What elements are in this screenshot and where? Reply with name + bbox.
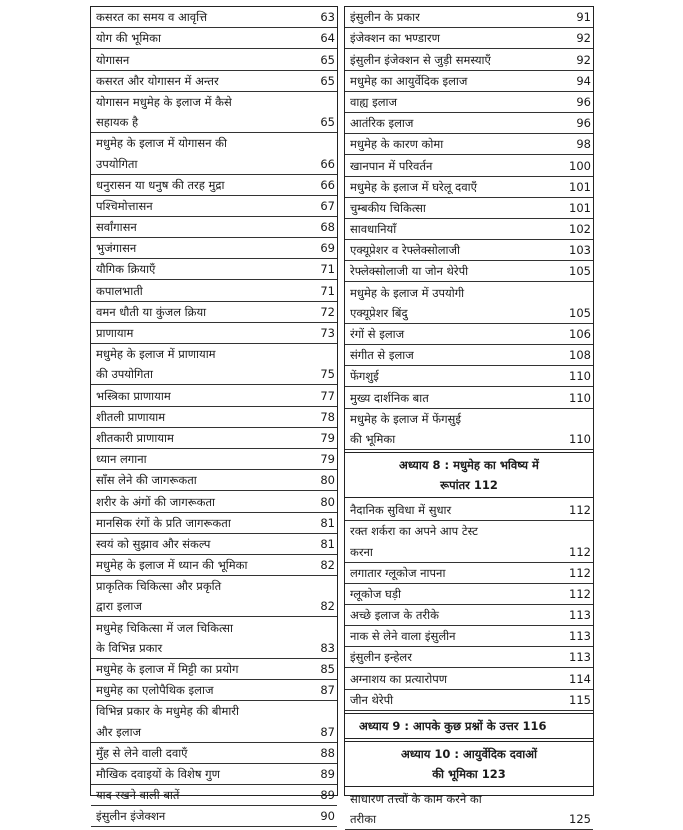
toc-entry: [345, 155, 593, 176]
toc-entry-title: चुम्बकीय चिकित्सा: [350, 200, 426, 215]
toc-entry-title: फेंगशुई: [350, 369, 379, 384]
toc-entry-title: और इलाज: [96, 724, 142, 739]
toc-page-number: 105: [569, 305, 591, 320]
toc-column-right: [344, 6, 594, 827]
toc-entry-title: की उपयोगिता: [96, 367, 153, 382]
toc-page-number: 115: [569, 692, 591, 707]
toc-entry-title: विभिन्न प्रकार के मधुमेह की बीमारी: [96, 704, 239, 719]
toc-entry: [91, 470, 337, 491]
toc-entry-line: [345, 282, 593, 302]
toc-entry: [345, 240, 593, 261]
toc-entry: [345, 28, 593, 49]
chapter-heading-line: रूपांतर 112: [440, 477, 498, 492]
toc-entry-line: [91, 238, 337, 259]
toc-entry: [91, 785, 337, 806]
toc-entry: [345, 409, 593, 450]
toc-entry: [345, 134, 593, 155]
toc-entry-title: नैदानिक सुविधा में सुधार: [350, 503, 452, 518]
toc-entry-title: एक्यूप्रेशर व रेफ्लेक्सोलाजी: [350, 243, 460, 258]
toc-page-number: 65: [320, 115, 335, 130]
toc-page-number: 112: [569, 544, 591, 559]
toc-entry-title: साँस लेने की जागरूकता: [96, 473, 197, 488]
toc-entry: [345, 345, 593, 366]
toc-entry: [345, 387, 593, 408]
toc-entry: [345, 626, 593, 647]
toc-page-number: 66: [320, 156, 335, 171]
toc-page-number: 87: [320, 683, 335, 698]
toc-page-number: 108: [569, 348, 591, 363]
toc-entry-line: [91, 428, 337, 449]
toc-page-number: 66: [320, 177, 335, 192]
toc-entry-title: याद रखने वाली बातें: [96, 788, 180, 803]
toc-entry-line: [91, 470, 337, 491]
toc-entry-line: [91, 49, 337, 70]
toc-page-number: 92: [576, 31, 591, 46]
toc-entry-line: [91, 153, 337, 174]
toc-page-number: 71: [320, 262, 335, 277]
toc-page-number: 85: [320, 662, 335, 676]
toc-page-number: 77: [320, 388, 335, 403]
toc-entry: [345, 198, 593, 219]
toc-entry-title: मधुमेह का एलोपैथिक इलाज: [96, 683, 214, 698]
toc-entry: [91, 92, 337, 133]
toc-entry: [345, 563, 593, 584]
toc-entry-title: मधुमेह चिकित्सा में जल चिकित्सा: [96, 620, 234, 635]
toc-entry: [345, 261, 593, 282]
toc-page-number: 67: [320, 198, 335, 213]
toc-entry-line: [345, 28, 593, 49]
toc-page-number: 75: [320, 367, 335, 382]
toc-entry: [91, 196, 337, 217]
toc-entry-line: [91, 721, 337, 742]
toc-entry: [345, 113, 593, 134]
toc-entry-line: [91, 513, 337, 534]
toc-entry-title: प्राकृतिक चिकित्सा और प्रकृति: [96, 579, 222, 594]
toc-entry-line: [345, 71, 593, 92]
toc-page-number: 73: [320, 326, 335, 340]
toc-entry-title: के विभिन्न प्रकार: [96, 640, 163, 655]
toc-entry: [91, 28, 337, 49]
toc-entry: [91, 175, 337, 196]
toc-page-number: 96: [576, 94, 591, 109]
toc-entry: [91, 217, 337, 238]
toc-entry: [91, 659, 337, 680]
toc-entry-line: [91, 344, 337, 364]
toc-page-number: 101: [569, 200, 591, 215]
toc-entry: [345, 668, 593, 689]
toc-entry-title: तरीका: [350, 812, 377, 827]
toc-page-number: 69: [320, 241, 335, 256]
toc-entry: [91, 385, 337, 406]
toc-entry-line: [91, 491, 337, 512]
toc-entry: [345, 177, 593, 198]
toc-entry-title: योगासन मधुमेह के इलाज में कैसे: [96, 94, 232, 109]
toc-page-number: 113: [569, 650, 591, 665]
toc-entry-title: धनुरासन या धनुष की तरह मुद्रा: [96, 177, 225, 192]
toc-entry-line: [345, 366, 593, 387]
toc-page-number: 96: [576, 116, 591, 131]
toc-entry-line: [91, 680, 337, 701]
toc-entry-line: [345, 521, 593, 541]
toc-entry-line: [91, 701, 337, 721]
toc-entry: [345, 7, 593, 28]
toc-page-number: 87: [320, 724, 335, 739]
toc-entry: [91, 344, 337, 385]
toc-page-number: 72: [320, 304, 335, 319]
toc-entry: [91, 701, 337, 742]
toc-entry-line: [345, 240, 593, 261]
toc-page-number: 82: [320, 599, 335, 614]
toc-entry: [91, 7, 337, 28]
toc-entry-title: इंसुलीन इंजेक्शन: [96, 809, 166, 824]
toc-entry-title: मुँह से लेने वाली दवाएँ: [96, 745, 188, 760]
toc-entry-title: मधुमेह के इलाज में ध्यान की भूमिका: [96, 558, 248, 573]
toc-entry-title: वाह्य इलाज: [350, 94, 398, 109]
toc-page-number: 110: [569, 369, 591, 384]
toc-entry-line: [91, 323, 337, 344]
toc-entry-title: एक्यूप्रेशर बिंदु: [350, 305, 408, 320]
toc-page-number: 103: [569, 243, 591, 258]
toc-entry-line: [91, 743, 337, 764]
toc-entry: [345, 500, 593, 521]
toc-entry-title: उपयोगिता: [96, 156, 138, 171]
toc-entry-line: [345, 584, 593, 605]
toc-page-number: 102: [569, 222, 591, 237]
toc-entry: [91, 238, 337, 259]
toc-page-number: 100: [569, 158, 591, 173]
toc-entry: [91, 49, 337, 70]
toc-entry: [345, 71, 593, 92]
toc-entry-line: [345, 541, 593, 562]
toc-entry-line: [345, 7, 593, 28]
chapter-heading-line: की भूमिका 123: [432, 766, 506, 781]
toc-page-number: 88: [320, 745, 335, 760]
chapter-heading-line: अध्याय 9 : आपके कुछ प्रश्नों के उत्तर 116: [359, 718, 547, 733]
toc-entry-line: [345, 500, 593, 521]
toc-entry-line: [91, 196, 337, 217]
toc-entry: [91, 555, 337, 576]
toc-column-left: [90, 6, 338, 824]
toc-entry-title: मधुमेह के इलाज में उपयोगी: [350, 285, 465, 300]
toc-entry-title: मौखिक दवाइयों के विशेष गुण: [96, 766, 220, 781]
toc-entry-line: [91, 112, 337, 133]
toc-entry-title: मधुमेह के इलाज में मिट्टी का प्रयोग: [96, 662, 239, 676]
toc-page-number: 78: [320, 409, 335, 424]
toc-entry-title: मानसिक रंगों के प्रति जागरूकता: [96, 515, 231, 530]
toc-entry-title: योगासन: [96, 52, 130, 67]
toc-entry-line: [91, 407, 337, 428]
toc-page-number: 112: [569, 565, 591, 580]
toc-page-number: 112: [569, 586, 591, 601]
toc-page-number: 98: [576, 137, 591, 152]
toc-page-number: 79: [320, 430, 335, 445]
toc-entry-line: [91, 638, 337, 659]
toc-entry-title: मधुमेह के इलाज में घरेलू दवाएँ: [350, 179, 478, 194]
toc-page-number: 110: [569, 431, 591, 446]
toc-entry-line: [345, 92, 593, 113]
toc-entry-line: [345, 155, 593, 176]
toc-entry: [91, 302, 337, 323]
toc-entry-title: द्वारा इलाज: [96, 599, 142, 614]
toc-entry-title: सावधानियाँ: [350, 222, 397, 237]
toc-entry-title: नाक से लेने वाला इंसुलीन: [350, 629, 456, 644]
toc-entry: [91, 280, 337, 301]
toc-entry-line: [91, 385, 337, 406]
toc-page-number: 94: [576, 73, 591, 88]
toc-entry-title: मधुमेह के कारण कोमा: [350, 137, 444, 152]
toc-page-number: 92: [576, 52, 591, 67]
toc-entry-title: इंसुलीन के प्रकार: [350, 10, 420, 25]
toc-entry-title: अग्नाशय का प्रत्यारोपण: [350, 671, 448, 686]
toc-page-number: 64: [320, 31, 335, 46]
toc-entry-line: [345, 303, 593, 324]
toc-entry-line: [91, 764, 337, 785]
toc-entry-line: [345, 387, 593, 408]
toc-page-number: 114: [569, 671, 591, 686]
toc-entry-line: [91, 576, 337, 596]
toc-entry-line: [91, 133, 337, 153]
toc-entry-line: [345, 563, 593, 584]
toc-entry-line: [91, 806, 337, 827]
toc-entry-line: [91, 555, 337, 576]
toc-entry-line: [91, 71, 337, 92]
toc-entry: [91, 576, 337, 617]
toc-page-number: 80: [320, 494, 335, 509]
toc-entry-line: [91, 92, 337, 112]
toc-entry-title: जीन थेरेपी: [350, 692, 394, 707]
toc-entry: [91, 71, 337, 92]
toc-entry-line: [345, 409, 593, 429]
toc-entry-title: यौगिक क्रियाएँ: [96, 262, 156, 277]
toc-entry-title: भुजंगासन: [96, 241, 137, 256]
toc-page-number: 113: [569, 629, 591, 644]
toc-entry: [345, 92, 593, 113]
toc-entry-line: [91, 659, 337, 680]
toc-entry-line: [91, 534, 337, 555]
chapter-heading: [345, 741, 593, 787]
toc-entry: [345, 219, 593, 240]
toc-page-number: 101: [569, 179, 591, 194]
toc-entry-title: संगीत से इलाज: [350, 348, 414, 363]
toc-entry: [91, 806, 337, 827]
toc-entry-line: [91, 280, 337, 301]
toc-page-number: 65: [320, 52, 335, 67]
toc-entry-line: [345, 324, 593, 345]
chapter-heading: [345, 452, 593, 498]
toc-entry-title: मधुमेह का आयुर्वेदिक इलाज: [350, 73, 468, 88]
toc-entry-title: ग्लूकोज घड़ी: [350, 586, 401, 601]
toc-page-number: 71: [320, 283, 335, 298]
toc-entry-line: [345, 113, 593, 134]
toc-entry-title: करना: [350, 544, 373, 559]
toc-entry: [91, 259, 337, 280]
toc-entry-title: कसरत का समय व आवृत्ति: [96, 10, 208, 25]
toc-page-number: 65: [320, 73, 335, 88]
toc-page-number: 63: [320, 10, 335, 25]
toc-page-number: 112: [569, 503, 591, 518]
toc-entry-title: योग की भूमिका: [96, 31, 161, 46]
toc-entry: [91, 513, 337, 534]
toc-entry-line: [345, 668, 593, 689]
toc-entry-title: खानपान में परिवर्तन: [350, 158, 433, 173]
toc-page-number: 79: [320, 452, 335, 467]
toc-entry-title: स्वयं को सुझाव और संकल्प: [96, 536, 211, 551]
toc-entry-title: मुख्य दार्शनिक बात: [350, 390, 429, 405]
toc-entry-line: [91, 259, 337, 280]
toc-page-number: 91: [576, 10, 591, 25]
toc-entry: [345, 605, 593, 626]
toc-entry-title: मधुमेह के इलाज में प्राणायाम: [96, 347, 216, 362]
toc-entry: [345, 282, 593, 323]
toc-entry-title: सहायक है: [96, 115, 139, 130]
toc-entry-line: [91, 449, 337, 470]
toc-entry-title: लगातार ग्लूकोज नापना: [350, 565, 446, 580]
toc-entry-line: [91, 217, 337, 238]
toc-entry-line: [345, 809, 593, 830]
toc-entry-line: [345, 690, 593, 711]
toc-entry-title: रक्त शर्करा का अपने आप टेस्ट: [350, 524, 478, 539]
toc-page-number: 81: [320, 536, 335, 551]
toc-entry-line: [91, 175, 337, 196]
toc-page-number: 68: [320, 220, 335, 235]
toc-entry-title: मधुमेह के इलाज में फेंगसुई: [350, 411, 461, 426]
toc-entry: [91, 617, 337, 658]
toc-entry-title: शीतली प्राणायाम: [96, 409, 166, 424]
toc-page-number: 110: [569, 390, 591, 405]
toc-entry: [345, 789, 593, 830]
toc-entry: [91, 428, 337, 449]
toc-entry: [345, 584, 593, 605]
toc-entry-title: भस्त्रिका प्राणायाम: [96, 388, 171, 403]
toc-entry: [91, 491, 337, 512]
toc-entry-title: इंसुलीन इंजेक्शन से जुड़ी समस्याएँ: [350, 52, 491, 67]
toc-entry-line: [91, 785, 337, 806]
toc-entry-title: शीतकारी प्राणायाम: [96, 430, 174, 445]
toc-entry: [91, 449, 337, 470]
toc-entry-title: शरीर के अंगों की जागरूकता: [96, 494, 215, 509]
toc-entry-title: आतंरिक इलाज: [350, 116, 414, 131]
toc-page-number: 83: [320, 640, 335, 655]
toc-entry-line: [91, 596, 337, 617]
toc-entry: [345, 324, 593, 345]
toc-entry-title: इंजेक्शन का भण्डारण: [350, 31, 440, 46]
toc-entry-line: [345, 219, 593, 240]
toc-page-number: 82: [320, 558, 335, 573]
toc-entry: [345, 366, 593, 387]
toc-entry-title: वमन धौती या कुंजल क्रिया: [96, 304, 207, 319]
toc-entry-title: प्राणायाम: [96, 326, 134, 340]
toc-entry-title: की भूमिका: [350, 431, 396, 446]
toc-page-number: 89: [320, 766, 335, 781]
toc-entry: [345, 521, 593, 562]
chapter-heading: [345, 713, 593, 739]
toc-entry-line: [345, 198, 593, 219]
toc-entry-line: [345, 647, 593, 668]
toc-entry-line: [345, 605, 593, 626]
toc-page-number: 113: [569, 608, 591, 623]
toc-entry-title: मधुमेह के इलाज में योगासन की: [96, 136, 227, 151]
toc-page-number: 90: [320, 809, 335, 824]
toc-page-number: 80: [320, 473, 335, 488]
toc-entry-line: [345, 177, 593, 198]
toc-entry-line: [345, 49, 593, 70]
toc-entry-line: [345, 345, 593, 366]
toc-page-number: 106: [569, 327, 591, 341]
toc-entry-line: [345, 626, 593, 647]
chapter-heading-line: अध्याय 10 : आयुर्वेदिक दवाओं: [400, 746, 537, 761]
toc-page-number: 89: [320, 788, 335, 803]
toc-entry-line: [91, 7, 337, 28]
toc-entry: [91, 764, 337, 785]
toc-entry-title: कपालभाती: [96, 283, 143, 298]
toc-entry: [91, 407, 337, 428]
toc-entry-line: [345, 429, 593, 450]
toc-entry-line: [91, 302, 337, 323]
toc-entry: [345, 690, 593, 711]
toc-entry: [91, 743, 337, 764]
toc-entry-title: रंगों से इलाज: [350, 327, 405, 341]
toc-page-number: 105: [569, 264, 591, 279]
toc-entry-line: [91, 28, 337, 49]
chapter-heading-line: अध्याय 8 : मधुमेह का भविष्य में: [399, 457, 539, 472]
toc-entry: [91, 680, 337, 701]
toc-entry: [91, 534, 337, 555]
toc-entry-title: रेफ्लेक्सोलाजी या जोन थेरेपी: [350, 264, 469, 279]
toc-entry-line: [345, 789, 593, 809]
toc-entry: [345, 647, 593, 668]
toc-entry-line: [91, 617, 337, 637]
toc-entry-title: कसरत और योगासन में अन्तर: [96, 73, 219, 88]
toc-entry-line: [91, 364, 337, 385]
toc-entry: [91, 133, 337, 174]
toc-page-number: 81: [320, 515, 335, 530]
toc-entry-title: ध्यान लगाना: [96, 452, 147, 467]
toc-entry-line: [345, 134, 593, 155]
toc-entry-title: पश्चिमोत्तासन: [96, 198, 153, 213]
toc-entry-line: [345, 261, 593, 282]
toc-entry: [91, 323, 337, 344]
toc-entry-title: साधारण तत्त्वों के काम करने का: [350, 792, 482, 806]
toc-entry-title: सर्वांगासन: [96, 220, 137, 235]
toc-entry-title: अच्छे इलाज के तरीके: [350, 608, 439, 623]
toc-entry-title: इंसुलीन इन्हेलर: [350, 650, 412, 665]
toc-page-number: 125: [569, 812, 591, 827]
toc-entry: [345, 49, 593, 70]
